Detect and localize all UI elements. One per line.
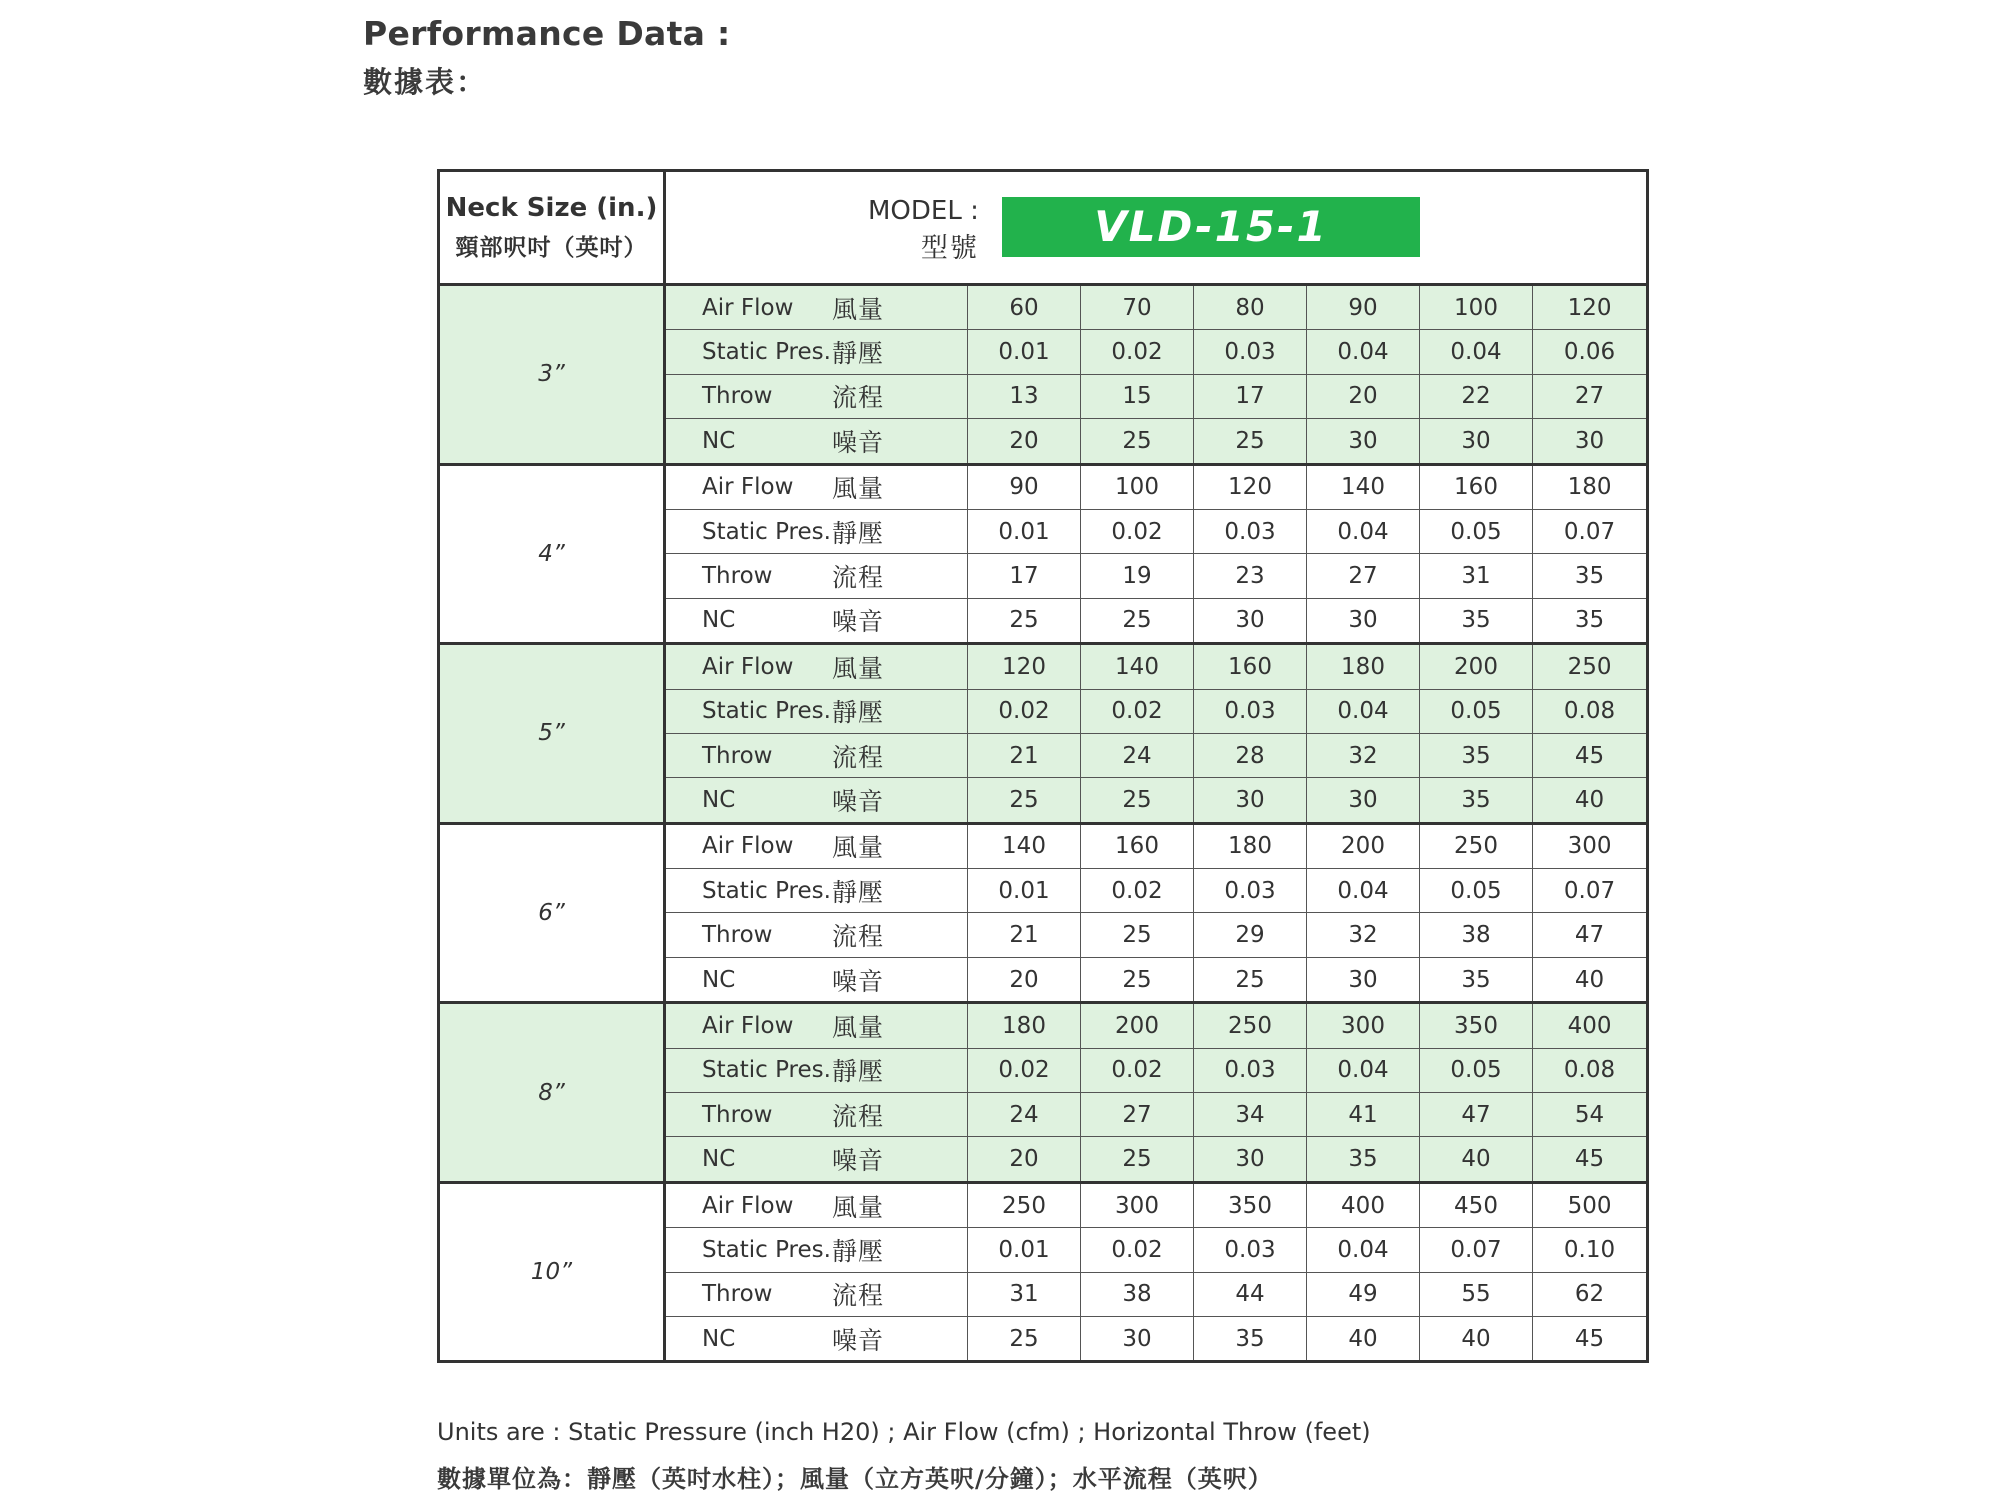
parameter-label-en: Air Flow bbox=[702, 1192, 794, 1219]
value-cell: 31 bbox=[968, 1272, 1081, 1316]
parameter-cell bbox=[665, 554, 968, 598]
parameter-label-en: Static Pres. bbox=[702, 1057, 831, 1084]
value-cell: 300 bbox=[1081, 1182, 1194, 1227]
parameter-label-zh: 靜壓 bbox=[832, 1236, 885, 1266]
value-cell: 30 bbox=[1194, 778, 1307, 823]
value-cell: 49 bbox=[1307, 1272, 1420, 1316]
parameter-label-zh: 流程 bbox=[832, 742, 885, 772]
value-cell: 30 bbox=[1307, 419, 1420, 464]
value-cell: 400 bbox=[1533, 1003, 1648, 1048]
value-cell: 40 bbox=[1533, 778, 1648, 823]
value-cell: 35 bbox=[1420, 957, 1533, 1002]
value-cell: 70 bbox=[1081, 285, 1194, 330]
value-cell: 41 bbox=[1307, 1093, 1420, 1137]
parameter-label-zh: 風量 bbox=[832, 833, 885, 863]
value-cell: 24 bbox=[1081, 733, 1194, 777]
value-cell: 90 bbox=[968, 464, 1081, 509]
value-cell: 40 bbox=[1533, 957, 1648, 1002]
value-cell: 21 bbox=[968, 913, 1081, 957]
neck-size-cell: 5” bbox=[439, 644, 665, 824]
parameter-label-en: Air Flow bbox=[702, 294, 794, 321]
parameter-label-zh: 靜壓 bbox=[832, 518, 885, 548]
parameter-label-zh: 噪音 bbox=[832, 1146, 885, 1176]
parameter-label-en: Static Pres. bbox=[702, 698, 831, 725]
parameter-label-zh: 噪音 bbox=[832, 1325, 885, 1355]
value-cell: 30 bbox=[1420, 419, 1533, 464]
value-cell: 13 bbox=[968, 374, 1081, 418]
parameter-label-zh: 流程 bbox=[832, 1281, 885, 1311]
value-cell: 47 bbox=[1533, 913, 1648, 957]
value-cell: 100 bbox=[1420, 285, 1533, 330]
value-cell: 32 bbox=[1307, 733, 1420, 777]
parameter-label-en: Throw bbox=[702, 383, 773, 410]
value-cell: 35 bbox=[1420, 778, 1533, 823]
value-cell: 0.07 bbox=[1533, 509, 1648, 553]
neck-size-header bbox=[439, 171, 665, 285]
value-cell: 180 bbox=[968, 1003, 1081, 1048]
table-row bbox=[439, 464, 1648, 509]
value-cell: 22 bbox=[1420, 374, 1533, 418]
parameter-label-en: Static Pres. bbox=[702, 339, 831, 366]
parameter-cell bbox=[665, 598, 968, 643]
value-cell: 38 bbox=[1420, 913, 1533, 957]
value-cell: 0.04 bbox=[1307, 1048, 1420, 1092]
value-cell: 0.04 bbox=[1307, 1228, 1420, 1272]
value-cell: 35 bbox=[1533, 554, 1648, 598]
parameter-label-zh: 流程 bbox=[832, 1101, 885, 1131]
value-cell: 200 bbox=[1081, 1003, 1194, 1048]
neck-size-header-en: Neck Size (in.) bbox=[445, 192, 658, 223]
parameter-label-en: NC bbox=[702, 427, 736, 454]
value-cell: 0.03 bbox=[1194, 330, 1307, 374]
parameter-label-en: Static Pres. bbox=[702, 518, 831, 545]
value-cell: 180 bbox=[1533, 464, 1648, 509]
parameter-label-zh: 風量 bbox=[832, 653, 885, 683]
neck-size-cell: 10” bbox=[439, 1182, 665, 1362]
value-cell: 120 bbox=[1194, 464, 1307, 509]
value-cell: 0.04 bbox=[1420, 330, 1533, 374]
value-cell: 140 bbox=[968, 823, 1081, 868]
model-badge: VLD-15-1 bbox=[1002, 197, 1420, 257]
parameter-label-en: Static Pres. bbox=[702, 877, 831, 904]
value-cell: 0.02 bbox=[1081, 1228, 1194, 1272]
value-cell: 140 bbox=[1081, 644, 1194, 689]
value-cell: 180 bbox=[1307, 644, 1420, 689]
value-cell: 0.01 bbox=[968, 1228, 1081, 1272]
value-cell: 140 bbox=[1307, 464, 1420, 509]
value-cell: 54 bbox=[1533, 1093, 1648, 1137]
value-cell: 450 bbox=[1420, 1182, 1533, 1227]
parameter-cell bbox=[665, 1182, 968, 1227]
parameter-label-en: Air Flow bbox=[702, 833, 794, 860]
parameter-label-en: Throw bbox=[702, 922, 773, 949]
value-cell: 0.02 bbox=[968, 689, 1081, 733]
table-row bbox=[439, 1182, 1648, 1227]
parameter-label-en: Throw bbox=[702, 563, 773, 590]
value-cell: 21 bbox=[968, 733, 1081, 777]
value-cell: 350 bbox=[1420, 1003, 1533, 1048]
value-cell: 30 bbox=[1194, 598, 1307, 643]
value-cell: 0.03 bbox=[1194, 509, 1307, 553]
parameter-label-en: Throw bbox=[702, 1101, 773, 1128]
value-cell: 15 bbox=[1081, 374, 1194, 418]
parameter-cell bbox=[665, 913, 968, 957]
parameter-cell bbox=[665, 1048, 968, 1092]
value-cell: 35 bbox=[1307, 1137, 1420, 1182]
value-cell: 0.03 bbox=[1194, 689, 1307, 733]
value-cell: 180 bbox=[1194, 823, 1307, 868]
value-cell: 25 bbox=[968, 598, 1081, 643]
parameter-label-zh: 風量 bbox=[832, 474, 885, 504]
value-cell: 200 bbox=[1307, 823, 1420, 868]
parameter-label-en: NC bbox=[702, 966, 736, 993]
value-cell: 55 bbox=[1420, 1272, 1533, 1316]
parameter-label-en: NC bbox=[702, 1325, 736, 1352]
parameter-label-en: Air Flow bbox=[702, 474, 794, 501]
value-cell: 0.02 bbox=[1081, 869, 1194, 913]
parameter-label-en: Throw bbox=[702, 1281, 773, 1308]
table-row bbox=[439, 1003, 1648, 1048]
parameter-cell bbox=[665, 1272, 968, 1316]
value-cell: 0.02 bbox=[1081, 330, 1194, 374]
parameter-label-en: Air Flow bbox=[702, 653, 794, 680]
parameter-label-zh: 噪音 bbox=[832, 786, 885, 816]
value-cell: 0.05 bbox=[1420, 869, 1533, 913]
value-cell: 400 bbox=[1307, 1182, 1420, 1227]
value-cell: 25 bbox=[1081, 913, 1194, 957]
value-cell: 44 bbox=[1194, 1272, 1307, 1316]
value-cell: 0.06 bbox=[1533, 330, 1648, 374]
value-cell: 20 bbox=[968, 957, 1081, 1002]
value-cell: 35 bbox=[1533, 598, 1648, 643]
parameter-label-zh: 噪音 bbox=[832, 966, 885, 996]
value-cell: 30 bbox=[1307, 598, 1420, 643]
value-cell: 300 bbox=[1533, 823, 1648, 868]
value-cell: 25 bbox=[968, 778, 1081, 823]
value-cell: 47 bbox=[1420, 1093, 1533, 1137]
value-cell: 25 bbox=[1081, 778, 1194, 823]
parameter-label-zh: 靜壓 bbox=[832, 698, 885, 728]
neck-size-cell: 3” bbox=[439, 285, 665, 465]
value-cell: 0.08 bbox=[1533, 1048, 1648, 1092]
parameter-label-en: Throw bbox=[702, 742, 773, 769]
value-cell: 0.02 bbox=[1081, 1048, 1194, 1092]
value-cell: 27 bbox=[1081, 1093, 1194, 1137]
value-cell: 35 bbox=[1420, 598, 1533, 643]
value-cell: 250 bbox=[968, 1182, 1081, 1227]
parameter-label-zh: 流程 bbox=[832, 563, 885, 593]
value-cell: 45 bbox=[1533, 1137, 1648, 1182]
parameter-label-zh: 風量 bbox=[832, 1192, 885, 1222]
value-cell: 20 bbox=[968, 1137, 1081, 1182]
value-cell: 0.04 bbox=[1307, 869, 1420, 913]
value-cell: 0.10 bbox=[1533, 1228, 1648, 1272]
value-cell: 0.03 bbox=[1194, 869, 1307, 913]
value-cell: 25 bbox=[1194, 957, 1307, 1002]
value-cell: 32 bbox=[1307, 913, 1420, 957]
value-cell: 30 bbox=[1533, 419, 1648, 464]
parameter-cell bbox=[665, 778, 968, 823]
value-cell: 25 bbox=[1081, 598, 1194, 643]
parameter-cell bbox=[665, 1093, 968, 1137]
parameter-label-en: NC bbox=[702, 786, 736, 813]
value-cell: 80 bbox=[1194, 285, 1307, 330]
parameter-cell bbox=[665, 733, 968, 777]
value-cell: 35 bbox=[1420, 733, 1533, 777]
value-cell: 40 bbox=[1420, 1316, 1533, 1361]
parameter-cell bbox=[665, 330, 968, 374]
parameter-cell bbox=[665, 374, 968, 418]
value-cell: 19 bbox=[1081, 554, 1194, 598]
value-cell: 200 bbox=[1420, 644, 1533, 689]
value-cell: 45 bbox=[1533, 733, 1648, 777]
value-cell: 160 bbox=[1194, 644, 1307, 689]
parameter-label-zh: 風量 bbox=[832, 294, 885, 324]
performance-table-body bbox=[439, 171, 1648, 1362]
parameter-label-zh: 靜壓 bbox=[832, 339, 885, 369]
model-label-zh: 型號 bbox=[920, 233, 979, 264]
value-cell: 25 bbox=[1081, 957, 1194, 1002]
value-cell: 0.05 bbox=[1420, 1048, 1533, 1092]
value-cell: 17 bbox=[1194, 374, 1307, 418]
parameter-cell bbox=[665, 1137, 968, 1182]
value-cell: 0.05 bbox=[1420, 509, 1533, 553]
parameter-label-zh: 噪音 bbox=[832, 607, 885, 637]
value-cell: 0.02 bbox=[968, 1048, 1081, 1092]
value-cell: 100 bbox=[1081, 464, 1194, 509]
parameter-cell bbox=[665, 823, 968, 868]
value-cell: 250 bbox=[1194, 1003, 1307, 1048]
parameter-cell bbox=[665, 689, 968, 733]
value-cell: 500 bbox=[1533, 1182, 1648, 1227]
parameter-label-en: NC bbox=[702, 1146, 736, 1173]
value-cell: 35 bbox=[1194, 1316, 1307, 1361]
value-cell: 0.05 bbox=[1420, 689, 1533, 733]
value-cell: 30 bbox=[1307, 957, 1420, 1002]
value-cell: 25 bbox=[1081, 1137, 1194, 1182]
value-cell: 0.01 bbox=[968, 869, 1081, 913]
value-cell: 0.03 bbox=[1194, 1228, 1307, 1272]
value-cell: 29 bbox=[1194, 913, 1307, 957]
value-cell: 27 bbox=[1533, 374, 1648, 418]
value-cell: 60 bbox=[968, 285, 1081, 330]
table-row bbox=[439, 644, 1648, 689]
value-cell: 160 bbox=[1081, 823, 1194, 868]
parameter-label-zh: 流程 bbox=[832, 383, 885, 413]
value-cell: 250 bbox=[1420, 823, 1533, 868]
parameter-cell bbox=[665, 957, 968, 1002]
value-cell: 30 bbox=[1194, 1137, 1307, 1182]
neck-size-cell: 6” bbox=[439, 823, 665, 1003]
value-cell: 40 bbox=[1307, 1316, 1420, 1361]
parameter-label-zh: 噪音 bbox=[832, 427, 885, 457]
value-cell: 120 bbox=[1533, 285, 1648, 330]
performance-table bbox=[437, 169, 1649, 1363]
value-cell: 0.02 bbox=[1081, 509, 1194, 553]
table-row bbox=[439, 823, 1648, 868]
table-header-row bbox=[439, 171, 1648, 285]
parameter-cell bbox=[665, 1316, 968, 1361]
parameter-label-en: Air Flow bbox=[702, 1012, 794, 1039]
value-cell: 0.08 bbox=[1533, 689, 1648, 733]
parameter-cell bbox=[665, 644, 968, 689]
units-note-en: Units are : Static Pressure (inch H20) ; Air Flow (cfm) ; Horizontal Throw (feet) bbox=[437, 1418, 1371, 1446]
value-cell: 25 bbox=[968, 1316, 1081, 1361]
page-title-en: Performance Data : bbox=[363, 14, 731, 53]
parameter-label-en: NC bbox=[702, 607, 736, 634]
value-cell: 27 bbox=[1307, 554, 1420, 598]
parameter-cell bbox=[665, 419, 968, 464]
parameter-label-zh: 流程 bbox=[832, 922, 885, 952]
parameter-label-en: Static Pres. bbox=[702, 1236, 831, 1263]
value-cell: 31 bbox=[1420, 554, 1533, 598]
value-cell: 20 bbox=[1307, 374, 1420, 418]
value-cell: 30 bbox=[1081, 1316, 1194, 1361]
value-cell: 350 bbox=[1194, 1182, 1307, 1227]
value-cell: 160 bbox=[1420, 464, 1533, 509]
value-cell: 28 bbox=[1194, 733, 1307, 777]
parameter-cell bbox=[665, 464, 968, 509]
value-cell: 24 bbox=[968, 1093, 1081, 1137]
value-cell: 34 bbox=[1194, 1093, 1307, 1137]
value-cell: 300 bbox=[1307, 1003, 1420, 1048]
units-note-zh: 數據單位為：靜壓（英吋水柱）；風量（立方英呎/分鐘）；水平流程（英呎） bbox=[437, 1465, 1273, 1493]
neck-size-cell: 8” bbox=[439, 1003, 665, 1183]
parameter-label-zh: 風量 bbox=[832, 1012, 885, 1042]
model-label-en: MODEL : bbox=[868, 196, 979, 226]
value-cell: 30 bbox=[1307, 778, 1420, 823]
value-cell: 45 bbox=[1533, 1316, 1648, 1361]
parameter-cell bbox=[665, 509, 968, 553]
value-cell: 62 bbox=[1533, 1272, 1648, 1316]
parameter-cell bbox=[665, 1228, 968, 1272]
value-cell: 17 bbox=[968, 554, 1081, 598]
table-row bbox=[439, 285, 1648, 330]
neck-size-header-zh: 頸部呎吋（英吋） bbox=[455, 234, 648, 261]
page-title-zh: 數據表： bbox=[363, 65, 488, 99]
value-cell: 0.04 bbox=[1307, 689, 1420, 733]
model-label bbox=[868, 192, 979, 268]
value-cell: 25 bbox=[1081, 419, 1194, 464]
value-cell: 0.02 bbox=[1081, 689, 1194, 733]
parameter-cell bbox=[665, 1003, 968, 1048]
value-cell: 38 bbox=[1081, 1272, 1194, 1316]
model-header bbox=[665, 171, 1648, 285]
value-cell: 0.04 bbox=[1307, 509, 1420, 553]
value-cell: 0.07 bbox=[1420, 1228, 1533, 1272]
value-cell: 23 bbox=[1194, 554, 1307, 598]
value-cell: 20 bbox=[968, 419, 1081, 464]
value-cell: 250 bbox=[1533, 644, 1648, 689]
value-cell: 0.03 bbox=[1194, 1048, 1307, 1092]
value-cell: 0.01 bbox=[968, 330, 1081, 374]
value-cell: 0.01 bbox=[968, 509, 1081, 553]
value-cell: 0.07 bbox=[1533, 869, 1648, 913]
value-cell: 0.04 bbox=[1307, 330, 1420, 374]
parameter-cell bbox=[665, 869, 968, 913]
value-cell: 120 bbox=[968, 644, 1081, 689]
neck-size-cell: 4” bbox=[439, 464, 665, 644]
parameter-cell bbox=[665, 285, 968, 330]
value-cell: 40 bbox=[1420, 1137, 1533, 1182]
parameter-label-zh: 靜壓 bbox=[832, 1057, 885, 1087]
parameter-label-zh: 靜壓 bbox=[832, 877, 885, 907]
value-cell: 25 bbox=[1194, 419, 1307, 464]
value-cell: 90 bbox=[1307, 285, 1420, 330]
